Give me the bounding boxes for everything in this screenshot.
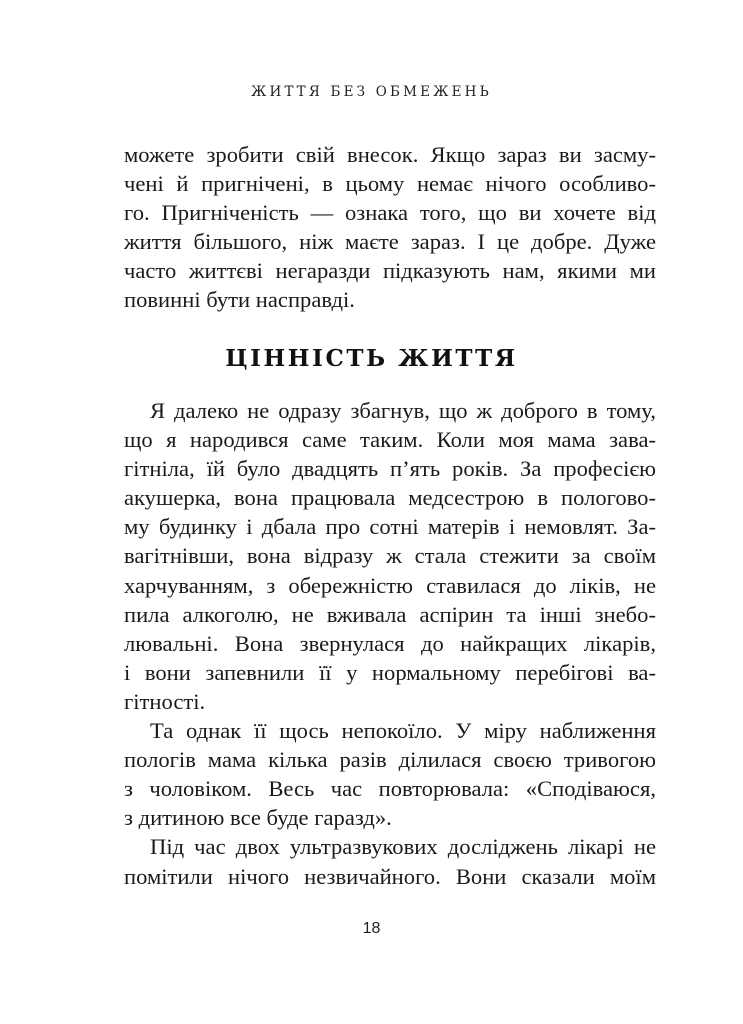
text-line: помітили нічого незвичайного. Вони сказали моїм bbox=[124, 863, 656, 889]
text-line: пологів мама кілька разів ділилася своєю тривогою bbox=[124, 747, 656, 773]
text-line: гітніла, їй було двадцять п’ять років. За професією bbox=[124, 456, 656, 482]
text-line: Я далеко не одразу збагнув, що ж доброго в тому, bbox=[150, 398, 656, 423]
text-line: харчуванням, з обережністю ставилася до ліків, не bbox=[124, 572, 656, 598]
paragraph-intro bbox=[124, 140, 656, 315]
text-line: вагітнівши, вона відразу ж стала стежити за своїм bbox=[124, 543, 656, 569]
text-line: Під час двох ультразвукових досліджень лікарі не bbox=[150, 834, 656, 860]
text-line: лювальні. Вона звернулася до найкращих лікарів, bbox=[124, 630, 656, 656]
text-line: з дитиною все буде гаразд». bbox=[124, 805, 392, 831]
page-number: 18 bbox=[362, 920, 381, 937]
section-body bbox=[124, 396, 656, 891]
section-title: ЦІННІСТЬ ЖИТТЯ bbox=[225, 345, 518, 372]
running-head: ЖИТТЯ БЕЗ ОБМЕЖЕНЬ bbox=[251, 84, 492, 100]
text-line: пила алкоголю, не вживала аспірин та інші знебо- bbox=[124, 601, 656, 627]
text-line: що я народився саме таким. Коли моя мама зава- bbox=[124, 427, 656, 453]
text-line: гітності. bbox=[124, 688, 206, 714]
text-line: можете зробити свій внесок. Якщо зараз ви засму- bbox=[124, 142, 656, 167]
text-line: акушерка, вона працювала медсестрою в пологово- bbox=[124, 485, 656, 511]
text-line: з чоловіком. Весь час повторювала: «Сподіваюся, bbox=[124, 776, 656, 802]
text-line: му будинку і дбала про сотні матерів і немовлят. За- bbox=[124, 514, 656, 540]
text-line: часто життєві негаразди підказують нам, якими ми bbox=[124, 258, 656, 284]
text-line: го. Пригніченість — ознака того, що ви хочете від bbox=[124, 200, 656, 226]
text-line: Та однак її щось непокоїло. У міру наближення bbox=[150, 718, 656, 744]
text-line: повинні бути насправді. bbox=[124, 287, 355, 313]
text-line: чені й пригнічені, в цьому немає нічого особливо- bbox=[124, 171, 656, 197]
text-line: життя більшого, ніж маєте зараз. І це добре. Дуже bbox=[124, 229, 656, 255]
text-line: і вони запевнили її у нормальному перебігові ва- bbox=[124, 659, 656, 685]
